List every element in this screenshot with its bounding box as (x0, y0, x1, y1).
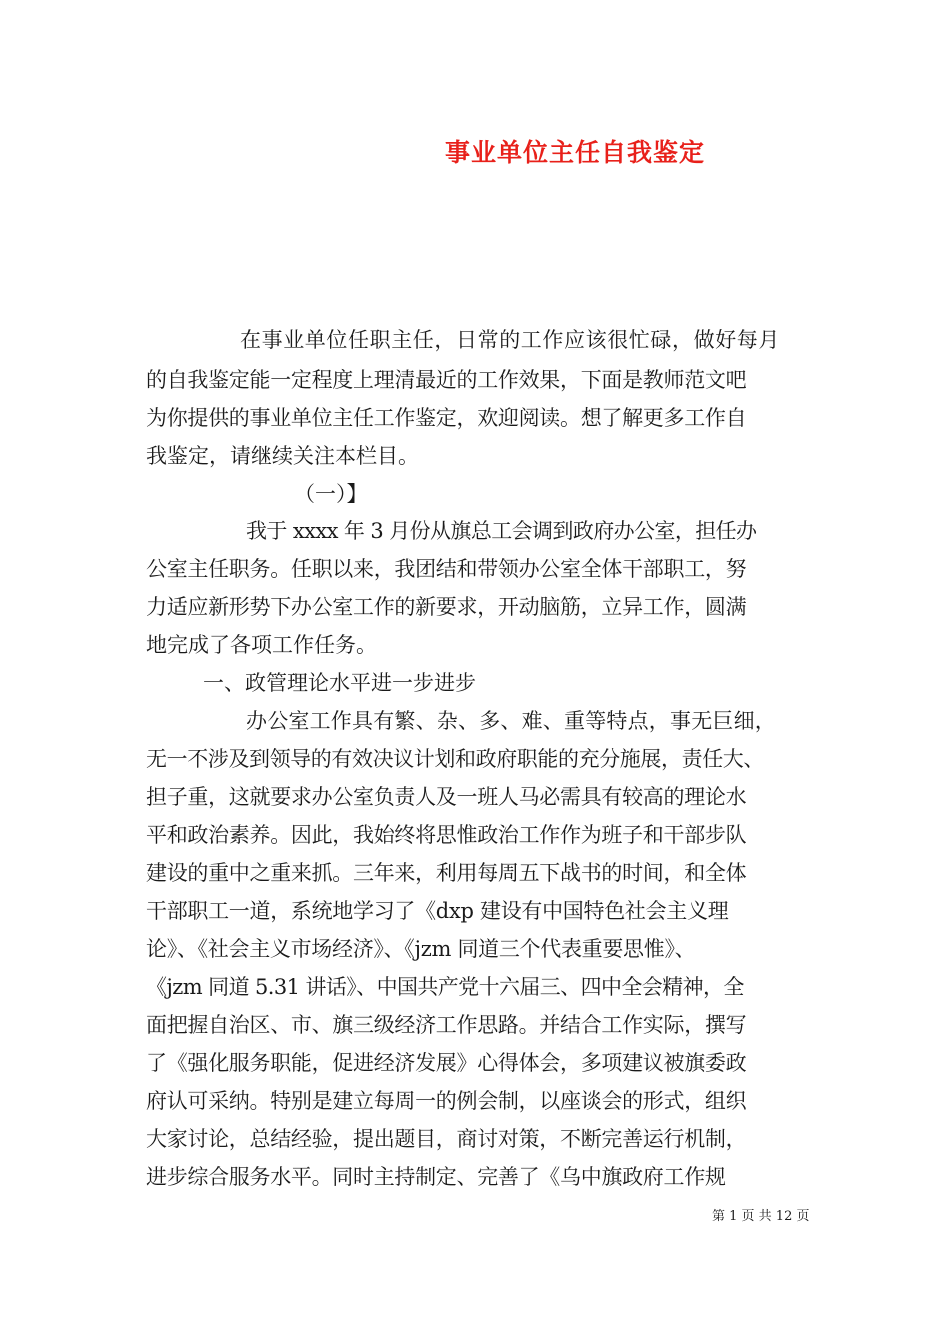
paragraph-line: 为你提供的事业单位主任工作鉴定，欢迎阅读。想了解更多工作自 (146, 406, 747, 430)
paragraph-line: 办公室工作具有繁、杂、多、难、重等特点，事无巨细， (246, 709, 776, 733)
paragraph-line: 公室主任职务。任职以来，我团结和带领办公室全体干部职工，努 (146, 557, 747, 581)
paragraph-line: 担子重，这就要求办公室负责人及一班人马必需具有较高的理论水 (146, 785, 747, 809)
section-heading: 一、政管理论水平进一步进步 (203, 671, 476, 695)
paragraph-line: 我于 xxxx 年 3 月份从旗总工会调到政府办公室，担任办 (246, 519, 757, 543)
paragraph-line: 进步综合服务水平。同时主持制定、完善了《乌中旗政府工作规 (146, 1165, 726, 1189)
paragraph-line: 干部职工一道，系统地学习了《dxp 建设有中国特色社会主义理 (146, 899, 729, 923)
paragraph-line: 力适应新形势下办公室工作的新要求，开动脑筋，立异工作，圆满 (146, 595, 747, 619)
paragraph-line: 《jzm 同道 5.31 讲话》、中国共产党十六届三、四中全会精神，全 (146, 975, 744, 999)
paragraph-line: 的自我鉴定能一定程度上理清最近的工作效果，下面是教师范文吧 (146, 368, 747, 392)
paragraph-line: 平和政治素养。因此，我始终将思惟政治工作作为班子和干部步队 (146, 823, 747, 847)
paragraph-line: 建设的重中之重来抓。三年来，利用每周五下战书的时间，和全体 (146, 861, 747, 885)
document-title: 事业单位主任自我鉴定 (444, 138, 705, 167)
paragraph-line: 大家讨论，总结经验，提出题目，商讨对策，不断完善运行机制， (146, 1127, 747, 1151)
section-marker: （一）】 (294, 482, 368, 506)
paragraph-line: 无一不涉及到领导的有效决议计划和政府职能的充分施展，责任大、 (146, 747, 764, 771)
paragraph-line: 论》、《社会主义市场经济》、《jzm 同道三个代表重要思惟》、 (146, 937, 696, 961)
paragraph-line: 面把握自治区、市、旗三级经济工作思路。并结合工作实际，撰写 (146, 1013, 747, 1037)
page-number-footer: 第 1 页 共 12 页 (712, 1209, 810, 1224)
paragraph-line: 了《强化服务职能，促进经济发展》心得体会，多项建议被旗委政 (146, 1051, 747, 1075)
paragraph-line: 我鉴定，请继续关注本栏目。 (146, 444, 419, 468)
paragraph-line: 府认可采纳。特别是建立每周一的例会制，以座谈会的形式，组织 (146, 1089, 747, 1113)
paragraph-line: 地完成了各项工作任务。 (146, 633, 377, 657)
paragraph-line: 在事业单位任职主任，日常的工作应该很忙碌，做好每月 (240, 328, 780, 352)
